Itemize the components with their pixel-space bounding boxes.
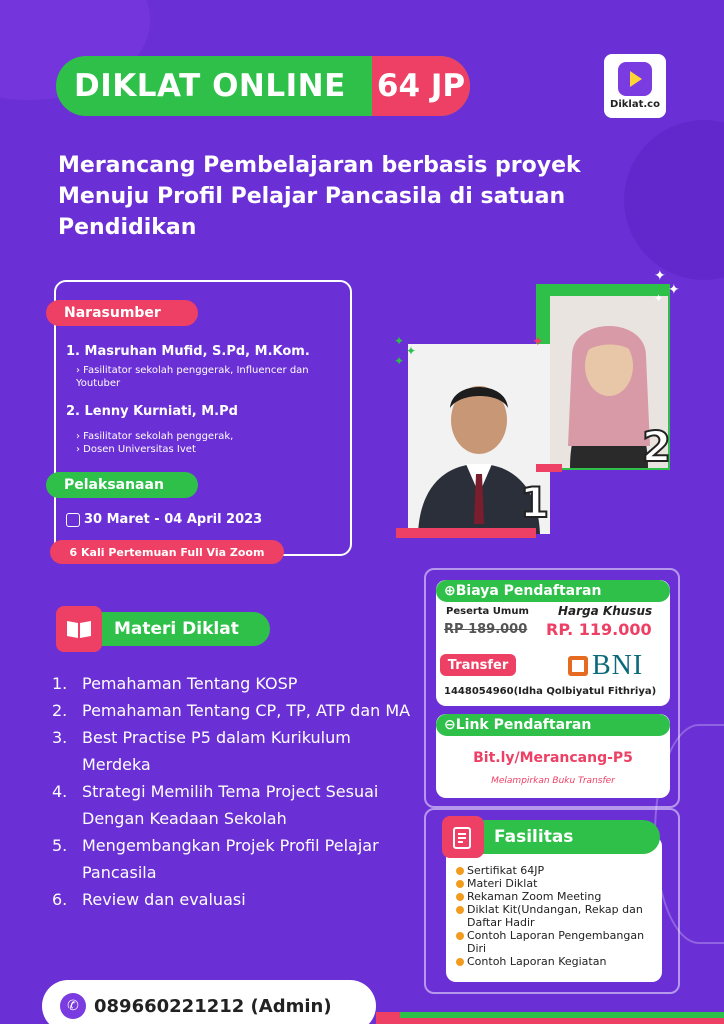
list-item: Contoh Laporan Pengembangan Diri <box>456 929 666 955</box>
list-item: 3. Best Practise P5 dalam Kurikulum Merdeka <box>52 728 351 774</box>
sparkle-icon: ✦ <box>654 292 664 305</box>
list-item: Diklat Kit(Undangan, Rekap dan Daftar Hadir <box>456 903 666 929</box>
decorative-bar <box>396 528 536 538</box>
speaker-2-number: 2 <box>642 422 672 471</box>
list-item: 6. Review dan evaluasi <box>52 890 246 909</box>
link-card <box>436 714 670 798</box>
list-item: Materi Diklat <box>456 877 666 890</box>
admin-contact[interactable] <box>42 980 376 1024</box>
sparkle-icon: ✦ <box>394 334 405 348</box>
decorative-bar <box>536 464 562 472</box>
title-main: DIKLAT ONLINE <box>74 68 346 104</box>
umum-price: RP 189.000 <box>444 622 528 637</box>
sparkle-icon: ✦ <box>394 354 405 368</box>
account-number: 1448054960(Idha Qolbiyatul Fithriya) <box>444 686 657 697</box>
transfer-badge: Transfer <box>440 654 516 676</box>
admin-phone: 089660221212 (Admin) <box>94 995 332 1017</box>
registration-link[interactable]: Bit.ly/Merancang-P5 <box>473 750 633 766</box>
title-banner <box>56 56 470 116</box>
sparkle-icon: ✦ <box>406 344 417 358</box>
plus-circle-icon: ⊕ <box>444 583 456 599</box>
speaker-1-desc: › Fasilitator sekolah penggerak, Influencer dan Youtuber <box>76 365 309 389</box>
event-date-text: 30 Maret - 04 April 2023 <box>84 512 263 527</box>
link-header: ⊖ Link Pendaftaran <box>436 714 670 736</box>
bni-mark-icon <box>568 656 588 676</box>
event-date <box>66 512 262 527</box>
link-icon: ⊖ <box>444 717 456 733</box>
umum-label: Peserta Umum <box>446 606 529 617</box>
clipboard-icon <box>442 816 484 858</box>
fasilitas-list <box>456 864 666 968</box>
diklat-logo[interactable] <box>604 54 666 118</box>
zoom-badge: 6 Kali Pertemuan Full Via Zoom <box>50 540 284 564</box>
speaker-2-desc-2: › Dosen Universitas Ivet <box>76 444 196 455</box>
sparkle-icon: ✦ <box>532 334 544 350</box>
khusus-price: RP. 119.000 <box>546 620 652 639</box>
sparkle-icon: ✦ <box>668 282 680 298</box>
list-item: 4. Strategi Memilih Tema Project Sesuai Dengan Keadaan Sekolah <box>52 782 379 828</box>
play-icon <box>618 62 652 96</box>
sparkle-icon: ✦ <box>654 268 666 284</box>
logo-text: Diklat.co <box>610 99 660 110</box>
headline: Merancang Pembelajaran berbasis proyek Menuju Profil Pelajar Pancasila di satuan Pendidikan <box>58 153 581 240</box>
speaker-1-number: 1 <box>520 478 550 527</box>
list-item: 1. Pemahaman Tentang KOSP <box>52 674 298 693</box>
materi-tag: Materi Diklat <box>56 612 270 646</box>
list-item: Rekaman Zoom Meeting <box>456 890 666 903</box>
pelaksanaan-tag: Pelaksanaan <box>46 472 198 498</box>
narasumber-tag: Narasumber <box>46 300 198 326</box>
list-item: Sertifikat 64JP <box>456 864 666 877</box>
calendar-icon <box>66 513 80 527</box>
list-item: Contoh Laporan Kegiatan <box>456 955 666 968</box>
list-item: 5. Mengembangkan Projek Profil Pelajar Pancasila <box>52 836 379 882</box>
khusus-label: Harga Khusus <box>558 604 653 618</box>
speaker-2-name: 2. Lenny Kurniati, M.Pd <box>66 404 238 419</box>
list-item: 2. Pemahaman Tentang CP, TP, ATP dan MA <box>52 701 411 720</box>
decorative-bar <box>400 1012 724 1018</box>
whatsapp-icon: ✆ <box>60 993 86 1019</box>
biaya-card <box>436 580 670 706</box>
title-jp-badge: 64 JP <box>372 56 470 116</box>
speaker-2-desc-1: › Fasilitator sekolah penggerak, <box>76 431 234 442</box>
bni-logo: BNI <box>568 650 643 682</box>
book-icon <box>56 606 102 652</box>
link-note: Melampirkan Buku Transfer <box>491 776 615 786</box>
materi-list <box>52 670 412 913</box>
biaya-header: ⊕ Biaya Pendaftaran <box>436 580 670 602</box>
fasilitas-tag: Fasilitas <box>442 820 660 854</box>
speaker-1-name: 1. Masruhan Mufid, S.Pd, M.Kom. <box>66 344 310 359</box>
